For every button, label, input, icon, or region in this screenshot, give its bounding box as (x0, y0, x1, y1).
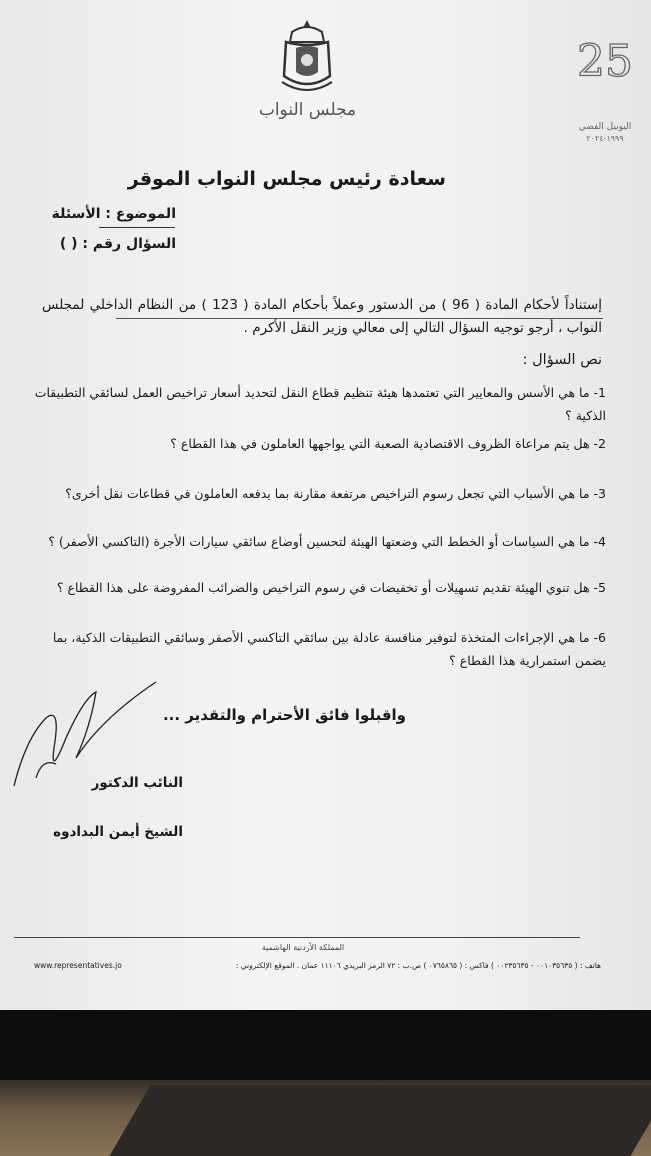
footer-website: www.representatives.jo (34, 961, 122, 970)
question-number: السؤال رقم : ( ) (59, 236, 176, 252)
intro-underline (116, 318, 603, 319)
letterhead-title: مجلس النواب (258, 100, 357, 120)
question-item: 6- ما هي الإجراءات المتخذة لتوفير منافسة عادلة بين سائقي التاكسي الأصفر وسائقي التطبيقات الذكية، بما يضمن استمرارية هذا القطاع ؟ (52, 630, 606, 668)
question-item: 1- ما هي الأسس والمعايير التي تعتمدها هيئة تنظيم قطاع النقل لتحديد أسعار تراخيص العمل لسائقي التطبيقات الذكية ؟ (34, 385, 606, 423)
background-object (110, 1085, 651, 1156)
subject-underline (99, 227, 175, 228)
question-item: 3- ما هي الأسباب التي تجعل رسوم التراخيص مرتفعة مقارنة بما يدفعه العاملون في قطاعات نقل أخرى؟ (65, 486, 606, 501)
subject-line: الموضوع : الأسئلة (51, 206, 176, 222)
anniversary-name: اليوبيل الفضي (578, 122, 632, 132)
footer-contact: هاتف : ( ٠٠١٠٣٥٦٣٥ - ٠٠٢٣٥٦٣٥ ) فاكس : ( ٠٧٦٥٨٦٥ ) ص.ب : ٧٢ الرمز البريدي ١١١٠٦ عمان . الموقع الإلكتروني : (235, 961, 601, 970)
anniversary-logo-icon (576, 22, 634, 122)
question-item: 5- هل تنوي الهيئة تقديم تسهيلات أو تخفيضات في رسوم التراخيص والضرائب المفروضة على هذا القطاع ؟ (56, 580, 606, 595)
signature-name: الشيخ أيمن البدادوه (53, 824, 183, 840)
background-shadow (0, 1010, 651, 1080)
signature-title: النائب الدكتور (91, 775, 183, 791)
anniversary-number: 25 (577, 36, 633, 87)
salutation: سعادة رئيس مجلس النواب الموقر (127, 168, 446, 190)
footer-stamp: المملكة الأردنية الهاشمية (261, 943, 345, 952)
intro-paragraph: إستناداً لأحكام المادة ( 96 ) من الدستور وعملاً بأحكام المادة ( 123 ) من النظام الداخلي لمجلس النواب ، أرجو توجيه السؤال التالي إلى معالي وزير النقل الأكرم . (42, 297, 602, 336)
anniversary-years: ١٩٩٩-٢٠٢٤ (586, 134, 624, 143)
coat-of-arms-icon (278, 18, 336, 96)
question-item: 2- هل يتم مراعاة الظروف الاقتصادية الصعبة التي يواجهها العاملون في هذا القطاع ؟ (170, 436, 606, 451)
footer-divider (14, 937, 580, 938)
closing-line: واقبلوا فائق الأحترام والتقدير ... (162, 706, 406, 724)
questions-heading: نص السؤال : (522, 352, 602, 368)
question-item: 4- ما هي السياسات أو الخطط التي وضعتها الهيئة لتحسين أوضاع سائقي سيارات الأجرة (التاكسي الأصفر) ؟ (48, 534, 606, 549)
